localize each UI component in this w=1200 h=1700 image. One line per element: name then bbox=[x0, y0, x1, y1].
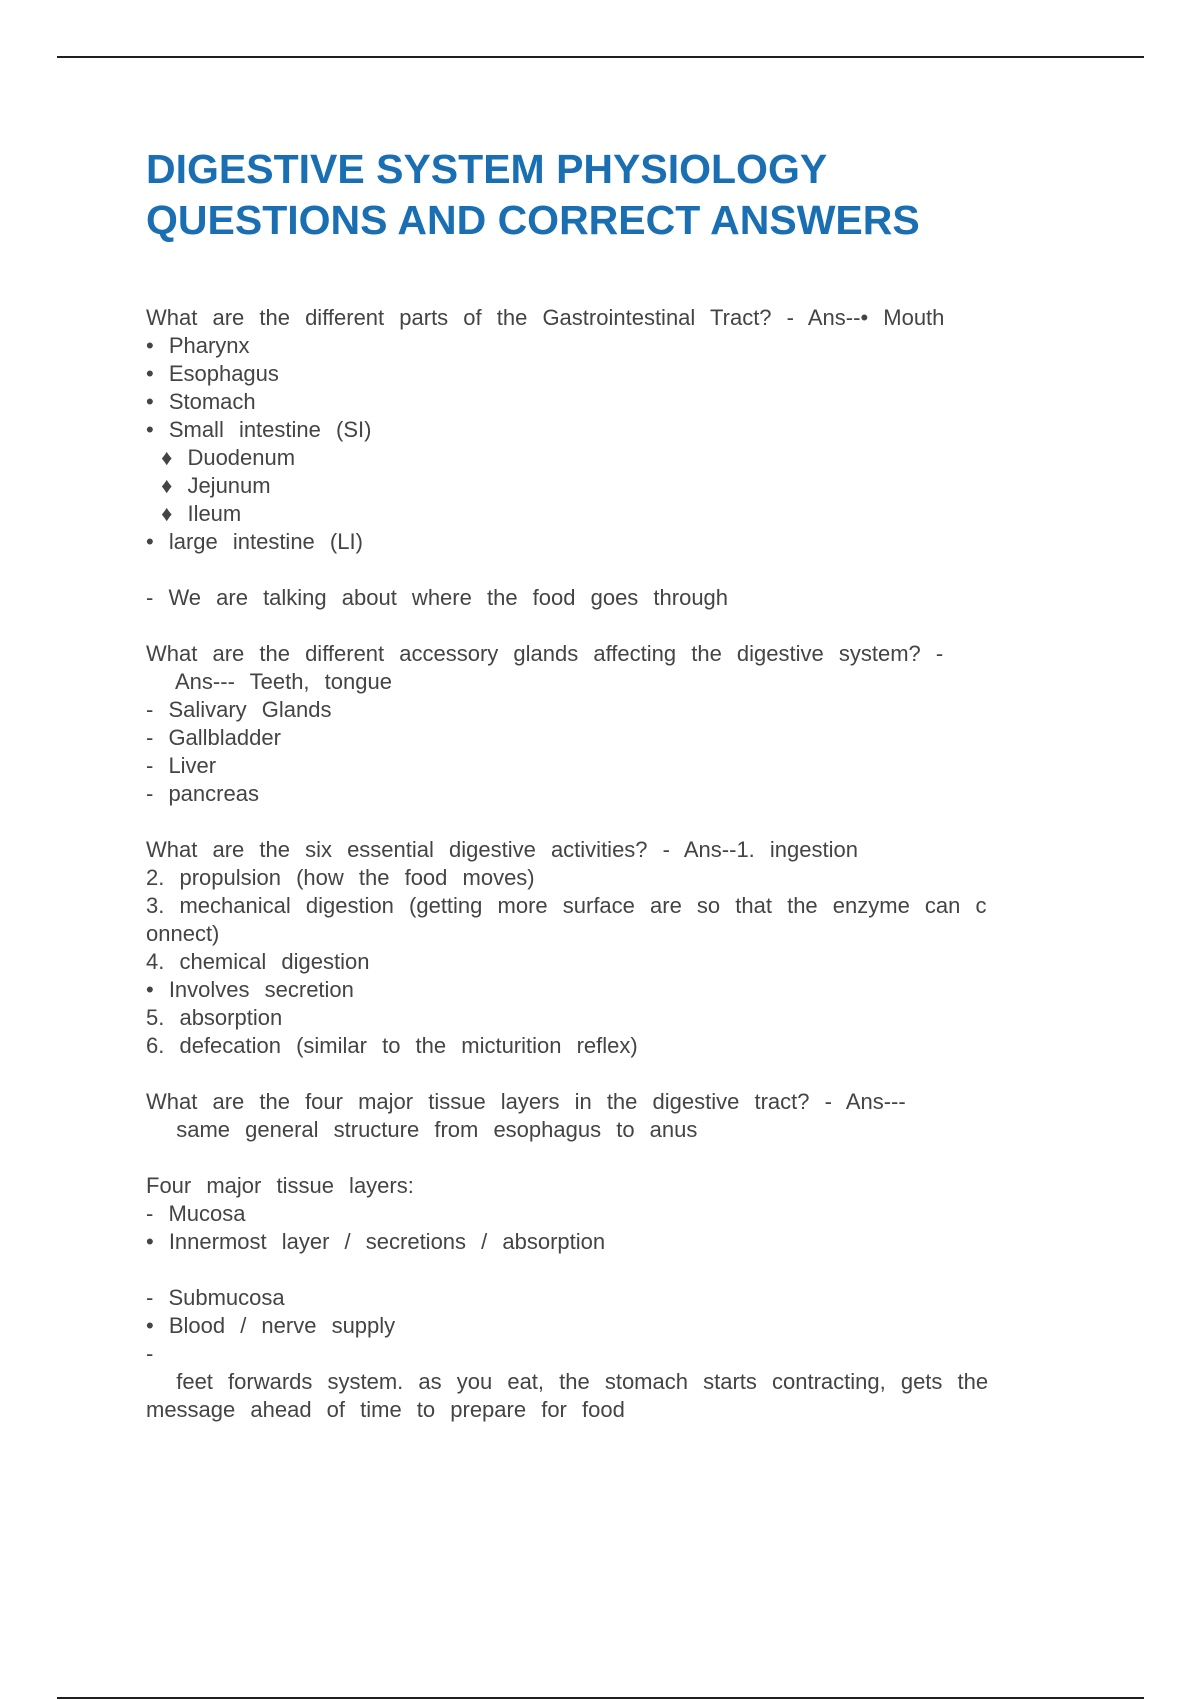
top-divider bbox=[57, 56, 1144, 58]
text-line: onnect) bbox=[146, 921, 220, 946]
paragraph-spacer bbox=[146, 612, 1086, 640]
text-line: - Salivary Glands bbox=[146, 697, 332, 722]
text-line: ♦ Duodenum bbox=[146, 445, 296, 470]
text-line: ♦ Ileum bbox=[146, 501, 242, 526]
paragraph-spacer bbox=[146, 556, 1086, 584]
paragraph-spacer bbox=[146, 1256, 1086, 1284]
text-line: - We are talking about where the food goes through bbox=[146, 585, 729, 610]
text-line: • large intestine (LI) bbox=[146, 529, 363, 554]
paragraph-spacer bbox=[146, 808, 1086, 836]
text-line: 2. propulsion (how the food moves) bbox=[146, 865, 535, 890]
text-line: - bbox=[146, 1341, 154, 1366]
document-body bbox=[146, 304, 1086, 1424]
text-line: 5. absorption bbox=[146, 1005, 283, 1030]
text-line: What are the different accessory glands affecting the digestive system? - bbox=[146, 641, 944, 666]
text-line: feet forwards system. as you eat, the stomach starts contracting, gets the bbox=[146, 1369, 989, 1394]
text-line: 4. chemical digestion bbox=[146, 949, 370, 974]
title-line-1: DIGESTIVE SYSTEM PHYSIOLOGY bbox=[146, 146, 828, 192]
text-line: - Gallbladder bbox=[146, 725, 281, 750]
document-title bbox=[146, 144, 1146, 246]
bottom-divider bbox=[57, 1697, 1144, 1699]
text-line: • Pharynx bbox=[146, 333, 250, 358]
text-line: same general structure from esophagus to anus bbox=[146, 1117, 698, 1142]
text-line: Ans--- Teeth, tongue bbox=[146, 669, 392, 694]
text-line: - pancreas bbox=[146, 781, 259, 806]
text-line: What are the different parts of the Gastrointestinal Tract? - Ans--• Mouth bbox=[146, 305, 945, 330]
text-line: - Mucosa bbox=[146, 1201, 246, 1226]
text-line: 3. mechanical digestion (getting more surface are so that the enzyme can c bbox=[146, 893, 987, 918]
text-line: • Involves secretion bbox=[146, 977, 354, 1002]
paragraph-spacer bbox=[146, 1144, 1086, 1172]
text-line: What are the six essential digestive activities? - Ans--1. ingestion bbox=[146, 837, 858, 862]
text-line: ♦ Jejunum bbox=[146, 473, 271, 498]
text-line: Four major tissue layers: bbox=[146, 1173, 414, 1198]
text-line: What are the four major tissue layers in the digestive tract? - Ans--- bbox=[146, 1089, 906, 1114]
text-line: • Blood / nerve supply bbox=[146, 1313, 396, 1338]
text-line: • Small intestine (SI) bbox=[146, 417, 372, 442]
paragraph-spacer bbox=[146, 1060, 1086, 1088]
title-line-2: QUESTIONS AND CORRECT ANSWERS bbox=[146, 197, 920, 243]
text-line: message ahead of time to prepare for food bbox=[146, 1397, 625, 1422]
text-line: 6. defecation (similar to the micturition reflex) bbox=[146, 1033, 638, 1058]
text-line: • Innermost layer / secretions / absorption bbox=[146, 1229, 606, 1254]
text-line: • Stomach bbox=[146, 389, 256, 414]
text-line: • Esophagus bbox=[146, 361, 279, 386]
text-line: - Liver bbox=[146, 753, 217, 778]
text-line: - Submucosa bbox=[146, 1285, 285, 1310]
